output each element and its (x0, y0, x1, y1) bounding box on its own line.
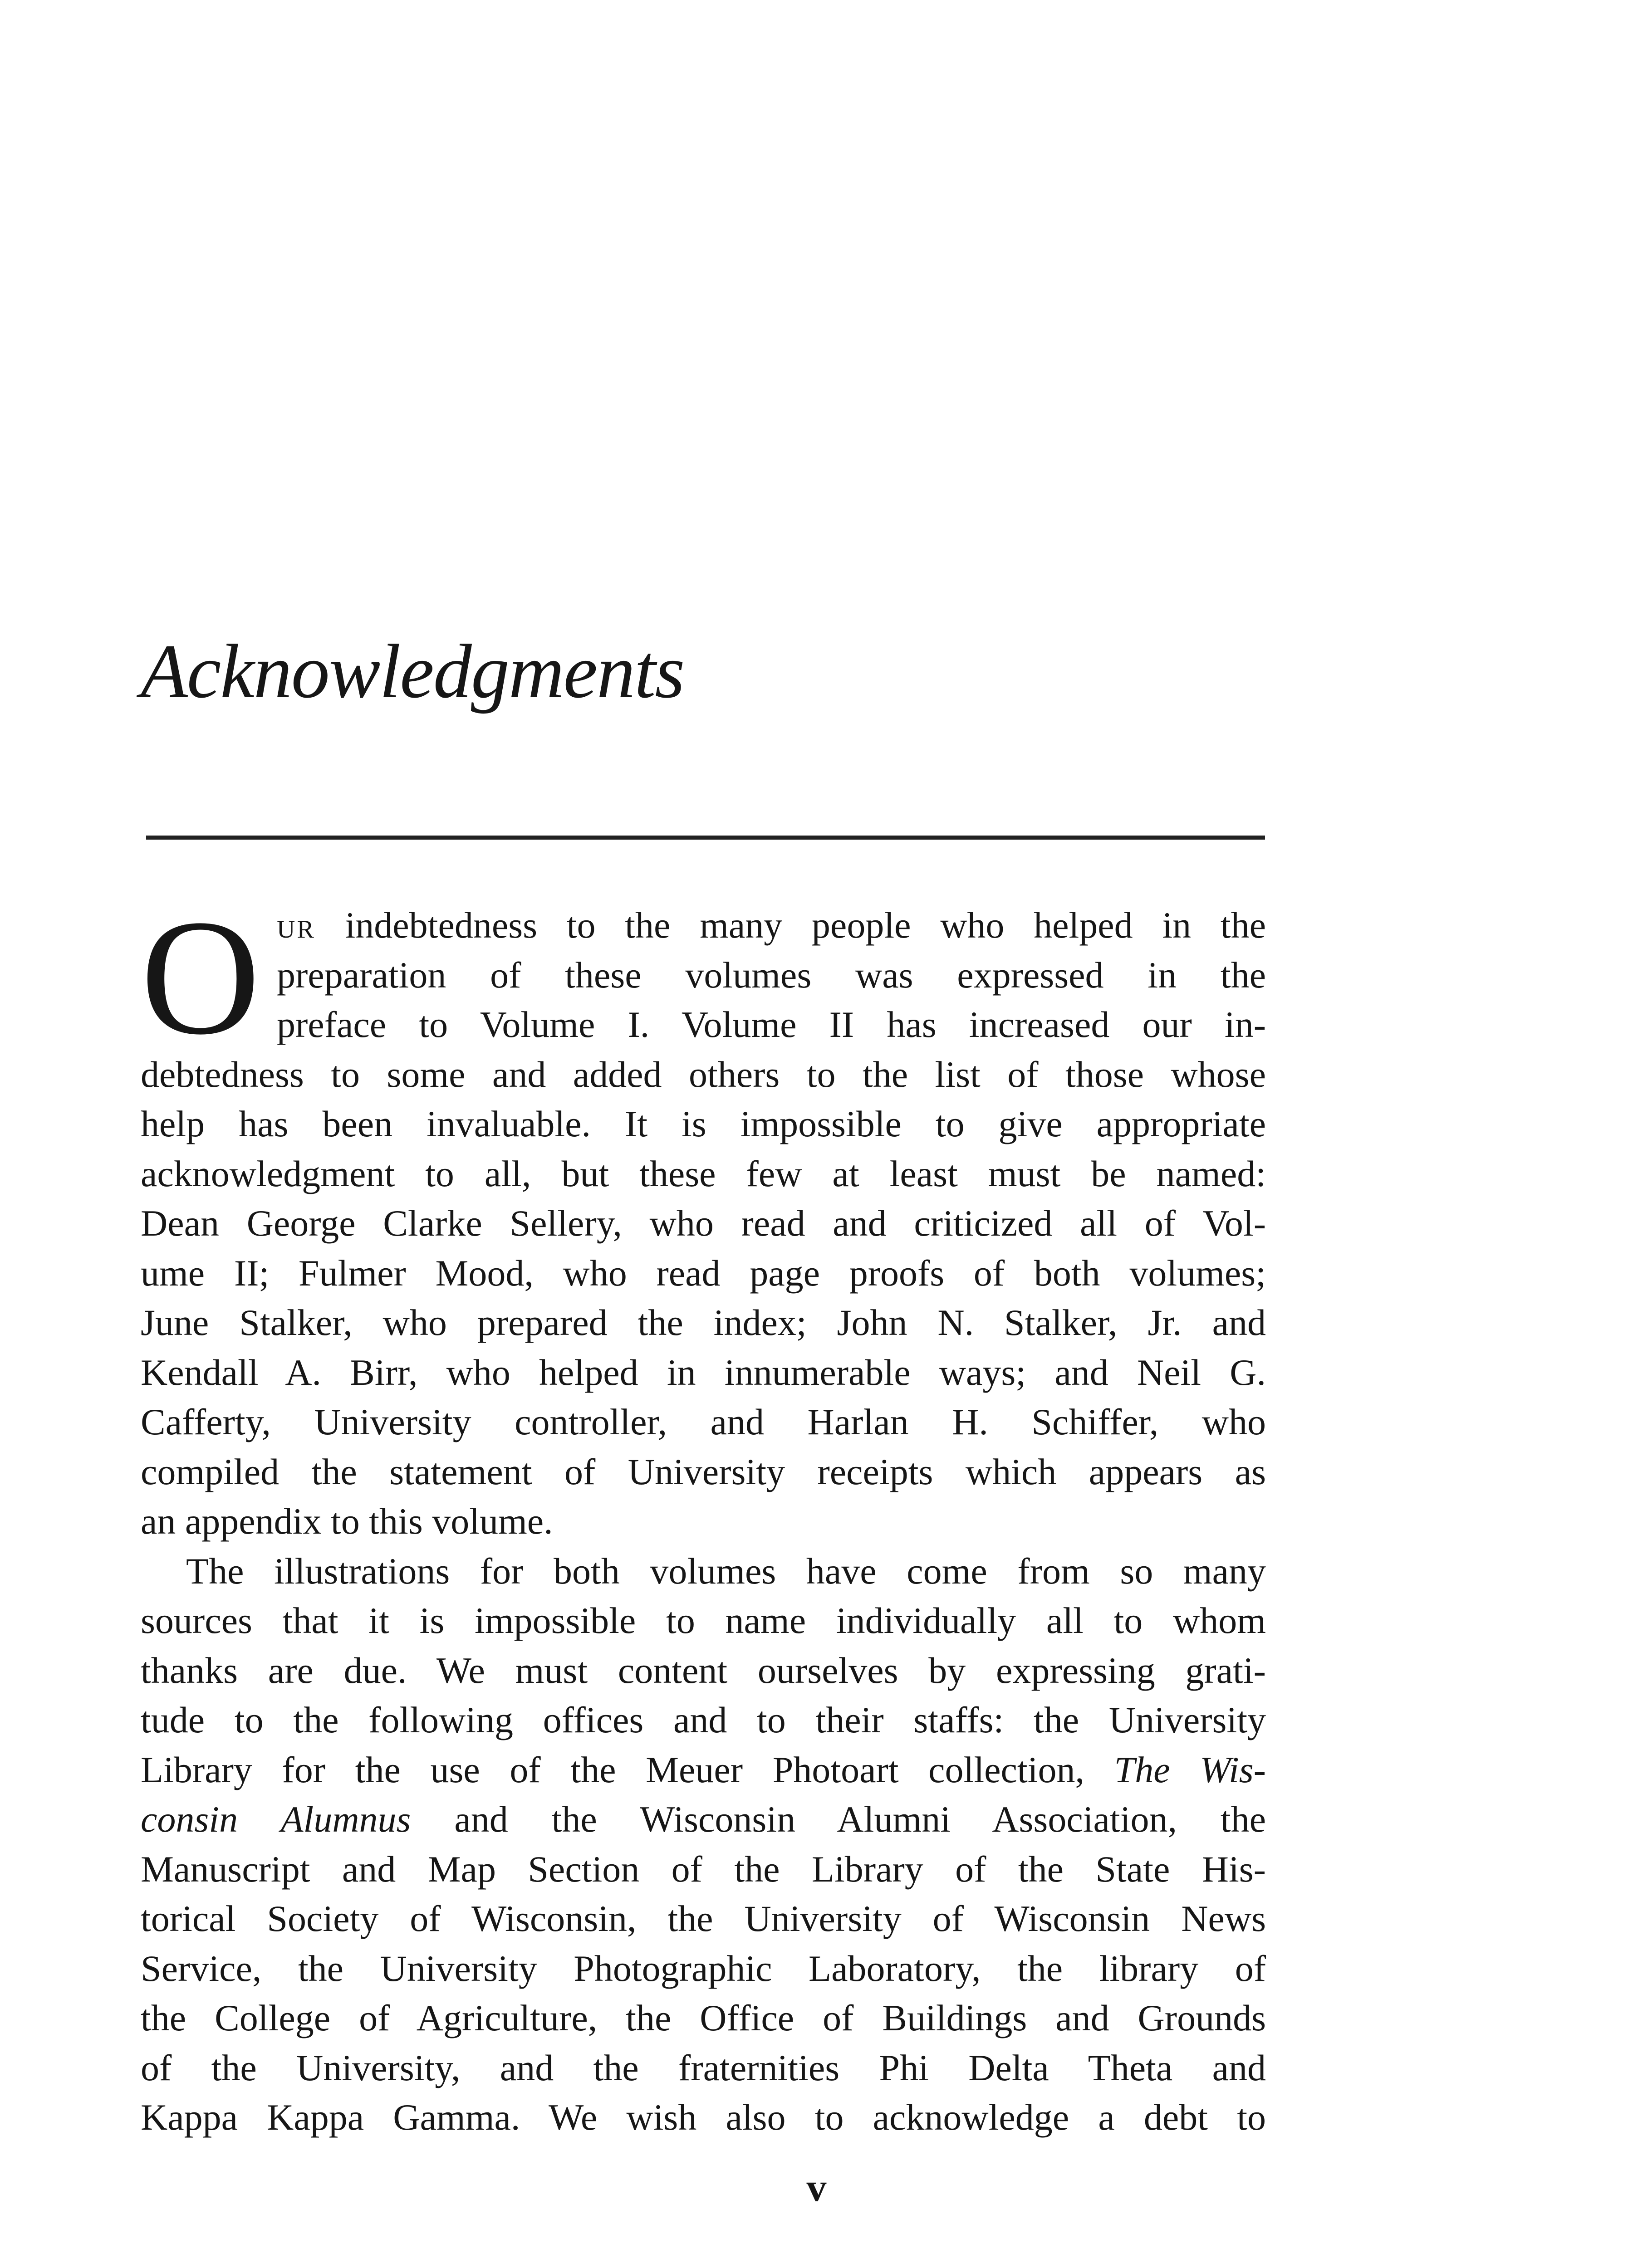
text-line: an appendix to this volume. (141, 1501, 553, 1542)
text-line: Manuscript and Map Section of the Library of the State His- (141, 1848, 1266, 1890)
text-line: Service, the University Photographic Laboratory, the library of (141, 1947, 1266, 1989)
text-line: Kendall A. Birr, who helped in innumerable ways; and Neil G. (141, 1351, 1266, 1393)
text-line: Cafferty, University controller, and Harlan H. Schiffer, who (141, 1401, 1266, 1442)
drop-cap: O (141, 885, 260, 1069)
body-text (141, 900, 1266, 2142)
text-line: of the University, and the fraternities Phi Delta Theta and (141, 2047, 1266, 2088)
text-line: the College of Agriculture, the Office of Buildings and Grounds (141, 1997, 1266, 2038)
text-line: sources that it is impossible to name individually all to whom (141, 1600, 1266, 1641)
text-line: The illustrations for both volumes have come from so many (186, 1550, 1266, 1592)
text-line: June Stalker, who prepared the index; John N. Stalker, Jr. and (141, 1302, 1266, 1343)
text-line: acknowledgment to all, but these few at least must be named: (141, 1153, 1266, 1194)
italic-title: The Wis- (1114, 1749, 1266, 1790)
text-line: tude to the following offices and to their staffs: the University (141, 1699, 1266, 1740)
lead-smallcaps: UR (277, 915, 316, 943)
text-line: preface to Volume I. Volume II has increased our in- (277, 1004, 1266, 1045)
text-line: compiled the statement of University receipts which appears as (141, 1451, 1266, 1492)
page-number: v (806, 2166, 827, 2210)
text-line (277, 900, 1266, 950)
text-line: help has been invaluable. It is impossible to give appropriate (141, 1103, 1266, 1144)
text-line (141, 1745, 1266, 1795)
page-heading: Acknowledgments (141, 629, 684, 714)
heading-rule (146, 836, 1265, 840)
line-text: Library for the use of the Meuer Photoart collection, (141, 1749, 1084, 1790)
text-line: torical Society of Wisconsin, the University of Wisconsin News (141, 1898, 1266, 1939)
text-line: Dean George Clarke Sellery, who read and criticized all of Vol- (141, 1202, 1266, 1244)
line-text: and the Wisconsin Alumni Association, the (454, 1799, 1266, 1840)
text-line: preparation of these volumes was expressed in the (277, 954, 1266, 996)
line-text: indebtedness to the many people who helped in the (345, 904, 1266, 946)
text-line: Kappa Kappa Gamma. We wish also to acknowledge a debt to (141, 2097, 1266, 2138)
italic-title: consin Alumnus (141, 1799, 411, 1840)
text-line: thanks are due. We must content ourselves by expressing grati- (141, 1649, 1266, 1691)
text-line: ume II; Fulmer Mood, who read page proofs of both volumes; (141, 1252, 1266, 1294)
text-line (141, 1794, 1266, 1844)
text-line: debtedness to some and added others to the list of those whose (141, 1053, 1266, 1095)
